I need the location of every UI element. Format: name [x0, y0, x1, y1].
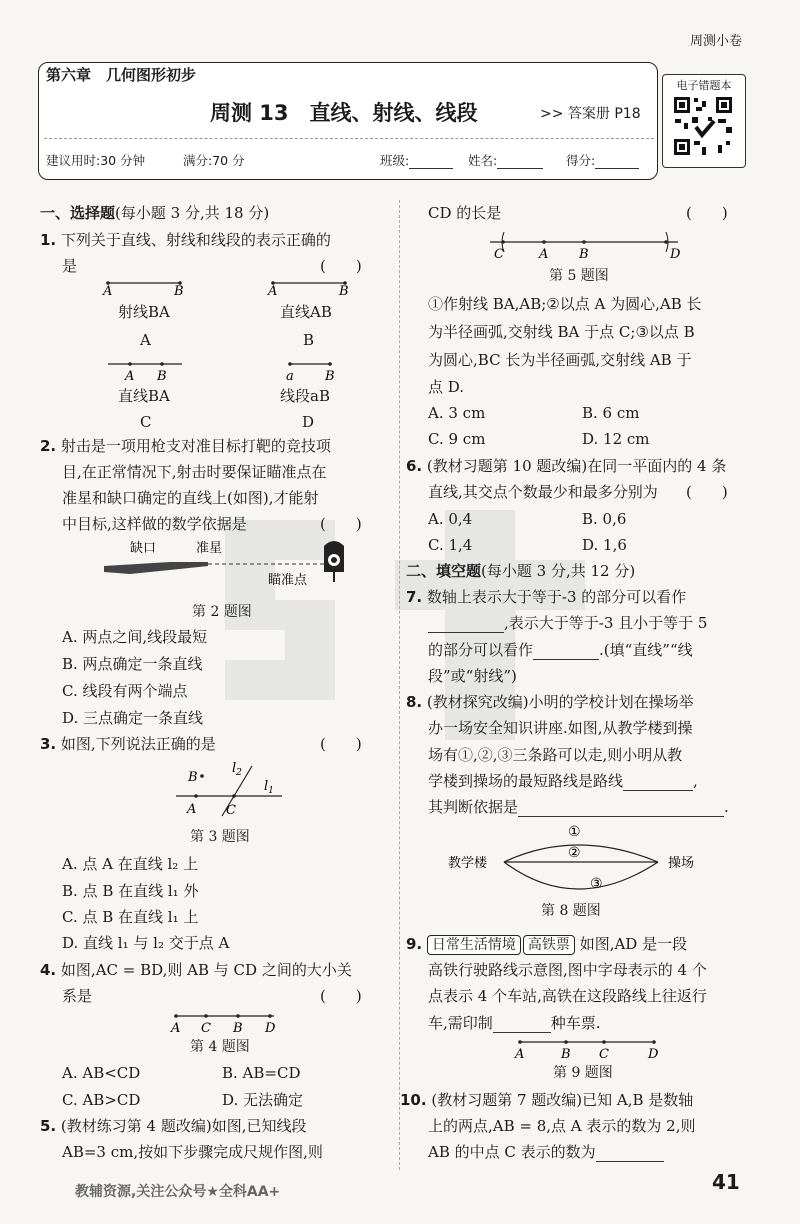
name-field: 姓名: — [468, 151, 543, 169]
q5-figure — [484, 230, 684, 264]
q8-route-2: ② — [568, 845, 581, 861]
q9-topic-tag: 高铁票 — [523, 935, 575, 955]
q7-line3: 的部分可以看作 .(填“直线”“线 — [428, 641, 693, 659]
q8-right-label: 操场 — [668, 856, 695, 871]
q4-point-a: A — [171, 1021, 181, 1036]
header-divider — [44, 138, 654, 139]
q3-line-l1: $l_1$ — [264, 779, 274, 796]
section2-heading: 二、填空题(每小题 3 分,共 12 分) — [406, 562, 636, 580]
q1-answer-paren: ( ) — [320, 257, 362, 275]
page-title: 周测 13 直线、射线、线段 — [210, 101, 478, 125]
q3-point-c: C — [226, 803, 236, 818]
chapter-title: 第六章 几何图形初步 — [46, 66, 197, 84]
q2-line1: 2. 射击是一项用枪支对准目标打靶的竞技项 — [40, 437, 331, 455]
q8-route-1: ① — [568, 824, 581, 840]
column-divider — [399, 200, 400, 1170]
q2-line2: 目,在正常情况下,射击时要保证瞄准点在 — [62, 463, 327, 481]
q6-option-d: D. 1,6 — [582, 536, 627, 554]
q1b-option: B — [303, 331, 315, 349]
q2-option-b: B. 两点确定一条直线 — [62, 655, 203, 673]
q2-notch-label: 缺口 — [130, 541, 157, 556]
q7-blank-1[interactable] — [428, 616, 504, 633]
q1-figure-d — [268, 356, 358, 386]
q6-line2: 直线,其交点个数最少和最多分别为 — [428, 483, 658, 501]
class-field: 班级: — [380, 151, 453, 169]
q1d-option: D — [302, 413, 315, 431]
q3-stem: 3. 如图,下列说法正确的是 — [40, 735, 216, 753]
page-number: 41 — [712, 1170, 740, 1194]
q4-point-d: D — [265, 1021, 276, 1036]
q8-line1: 8. (教材探究改编)小明的学校计划在操场举 — [406, 693, 694, 711]
q9-line2: 高铁行驶路线示意图,图中字母表示的 4 个 — [428, 961, 707, 979]
q1a-point-b: B — [174, 284, 184, 295]
q1-figure-b — [255, 275, 365, 295]
q8-line5: 其判断依据是 . — [428, 798, 729, 816]
q9-caption: 第 9 题图 — [553, 1065, 613, 1081]
q2-option-a: A. 两点之间,线段最短 — [62, 628, 208, 646]
q5-point-d: D — [670, 247, 681, 262]
q7-line1: 7. 数轴上表示大于等于-3 的部分可以看作 — [406, 588, 687, 606]
q7-line2: ,表示大于等于-3 且小于等于 5 — [428, 613, 707, 633]
q6-option-c: C. 1,4 — [428, 536, 473, 554]
q4-line2: 系是 — [62, 987, 93, 1005]
score-field: 得分: — [566, 151, 639, 169]
q2-figure — [100, 538, 360, 608]
q1c-option: C — [140, 413, 152, 431]
answer-reference: >> 答案册 P18 — [540, 106, 641, 122]
q4-caption: 第 4 题图 — [190, 1039, 250, 1055]
q3-option-d: D. 直线 l₁ 与 l₂ 交于点 A — [62, 934, 230, 952]
q1a-point-a: A — [103, 284, 113, 295]
q3-option-b: B. 点 B 在直线 l₁ 外 — [62, 882, 199, 900]
q2-line4: 中目标,这样做的数学依据是 — [62, 515, 247, 533]
q4-point-b: B — [233, 1021, 243, 1036]
q5-step3: 为圆心,BC 长为半径画弧,交射线 AB 于 — [428, 351, 692, 369]
q9-line4: 车,需印制 种车票. — [428, 1014, 601, 1032]
q1b-label: 直线AB — [280, 303, 332, 321]
q5-option-c: C. 9 cm — [428, 430, 486, 448]
q5-point-c: C — [494, 247, 504, 262]
q4-option-b: B. AB=CD — [222, 1064, 301, 1082]
q1-figure-a — [90, 275, 200, 295]
q1c-point-b: B — [157, 369, 167, 384]
q1a-label: 射线BA — [118, 303, 170, 321]
q5-step1: ①作射线 BA,AB;②以点 A 为圆心,AB 长 — [428, 295, 702, 313]
q3-figure — [170, 758, 290, 818]
q8-line2: 办一场安全知识讲座.如图,从教学楼到操 — [428, 719, 693, 737]
q8-caption: 第 8 题图 — [541, 903, 601, 919]
q5-step2: 为半径画弧,交射线 BA 于点 C;③以点 B — [428, 323, 695, 341]
q1c-point-a: A — [125, 369, 135, 384]
q3-answer-paren: ( ) — [320, 735, 362, 753]
q5-option-d: D. 12 cm — [582, 430, 650, 448]
rifle-icon — [104, 562, 208, 574]
q5-point-b: B — [579, 247, 589, 262]
q3-point-a: A — [187, 802, 197, 817]
q5-line1: 5. (教材练习第 4 题改编)如图,已知线段 — [40, 1117, 307, 1135]
q10-line3: AB 的中点 C 表示的数为 — [428, 1142, 664, 1162]
qr-code-icon[interactable] — [672, 95, 734, 157]
q10-line2: 上的两点,AB = 8,点 A 表示的数为 2,则 — [428, 1117, 696, 1135]
q8-route-3: ③ — [590, 876, 603, 892]
page-tag: 周测小卷 — [689, 34, 742, 49]
q2-option-c: C. 线段有两个端点 — [62, 682, 188, 700]
q1b-point-b: B — [339, 284, 349, 295]
q8-left-label: 教学楼 — [448, 856, 488, 871]
q2-caption: 第 2 题图 — [192, 604, 252, 620]
q9-point-a: A — [515, 1047, 525, 1062]
q6-option-b: B. 0,6 — [582, 510, 627, 528]
q4-point-c: C — [201, 1021, 211, 1036]
q9-context-tag: 日常生活情境 — [427, 935, 521, 955]
qr-title: 电子错题本 — [676, 79, 732, 92]
q10-line1: 10. (教材习题第 7 题改编)已知 A,B 是数轴 — [400, 1091, 694, 1109]
q9-line1: 9. 日常生活情境 高铁票 如图,AD 是一段 — [406, 935, 688, 953]
q10-blank[interactable] — [596, 1145, 664, 1162]
q9-point-b: B — [561, 1047, 571, 1062]
q9-line3: 点表示 4 个车站,高铁在这段路线上往返行 — [428, 987, 707, 1005]
q1c-label: 直线BA — [118, 387, 170, 405]
suggested-time: 建议用时:30 分钟 — [46, 153, 146, 168]
q3-option-c: C. 点 B 在直线 l₁ 上 — [62, 908, 199, 926]
q8-blank-1[interactable] — [623, 774, 693, 791]
q5-step4: 点 D. — [428, 378, 465, 396]
q4-option-a: A. AB<CD — [62, 1064, 141, 1082]
q2-option-d: D. 三点确定一条直线 — [62, 709, 204, 727]
q1-line2: 是 — [62, 257, 78, 275]
q7-line4: 段”或“射线”) — [428, 667, 517, 685]
q1d-label: 线段aB — [280, 387, 330, 405]
q9-point-c: C — [599, 1047, 609, 1062]
q4-figure — [166, 1010, 286, 1036]
q5-caption: 第 5 题图 — [549, 268, 609, 284]
q2-aim-label: 瞄准点 — [268, 573, 308, 588]
q3-option-a: A. 点 A 在直线 l₂ 上 — [62, 855, 199, 873]
q4-answer-paren: ( ) — [320, 987, 362, 1005]
q1d-point-a: a — [286, 369, 294, 384]
footer-note: 教辅资源,关注公众号★全科AA+ — [75, 1184, 281, 1200]
q1-line1: 1. 下列关于直线、射线和线段的表示正确的 — [40, 231, 331, 249]
q5-line3: CD 的长是 — [428, 204, 502, 222]
q1-figure-c — [100, 356, 190, 386]
q4-option-c: C. AB>CD — [62, 1091, 141, 1109]
q5-option-a: A. 3 cm — [428, 404, 486, 422]
q8-blank-2[interactable] — [518, 800, 724, 817]
q2-line3: 准星和缺口确定的直线上(如图),才能射 — [62, 489, 319, 507]
q3-point-b: B — [188, 770, 198, 785]
q6-answer-paren: ( ) — [686, 483, 728, 501]
q1d-point-b: B — [325, 369, 335, 384]
q5-option-b: B. 6 cm — [582, 404, 640, 422]
q3-caption: 第 3 题图 — [190, 829, 250, 845]
q7-blank-2[interactable] — [533, 643, 599, 660]
q6-option-a: A. 0,4 — [428, 510, 473, 528]
q9-blank[interactable] — [493, 1016, 551, 1033]
q3-line-l2: $l_2$ — [232, 761, 242, 778]
q6-line1: 6. (教材习题第 10 题改编)在同一平面内的 4 条 — [406, 457, 727, 475]
q2-sight-label: 准星 — [196, 541, 223, 556]
q2-answer-paren: ( ) — [320, 515, 362, 533]
q8-line3: 场有①,②,③三条路可以走,则小明从教 — [428, 746, 683, 764]
q5-line2: AB=3 cm,按如下步骤完成尺规作图,则 — [62, 1143, 323, 1161]
full-score: 满分:70 分 — [183, 153, 245, 168]
q5-answer-paren: ( ) — [686, 204, 728, 222]
section1-heading: 一、选择题(每小题 3 分,共 18 分) — [40, 204, 270, 222]
q9-figure — [514, 1036, 664, 1062]
q4-option-d: D. 无法确定 — [222, 1091, 304, 1109]
q8-figure — [446, 820, 716, 900]
q9-point-d: D — [648, 1047, 659, 1062]
q5-point-a: A — [539, 247, 549, 262]
q8-line4: 学楼到操场的最短路线是路线 , — [428, 772, 698, 790]
q1a-option: A — [140, 331, 151, 349]
q1b-point-a: A — [268, 284, 278, 295]
q4-line1: 4. 如图,AC = BD,则 AB 与 CD 之间的大小关 — [40, 961, 352, 979]
